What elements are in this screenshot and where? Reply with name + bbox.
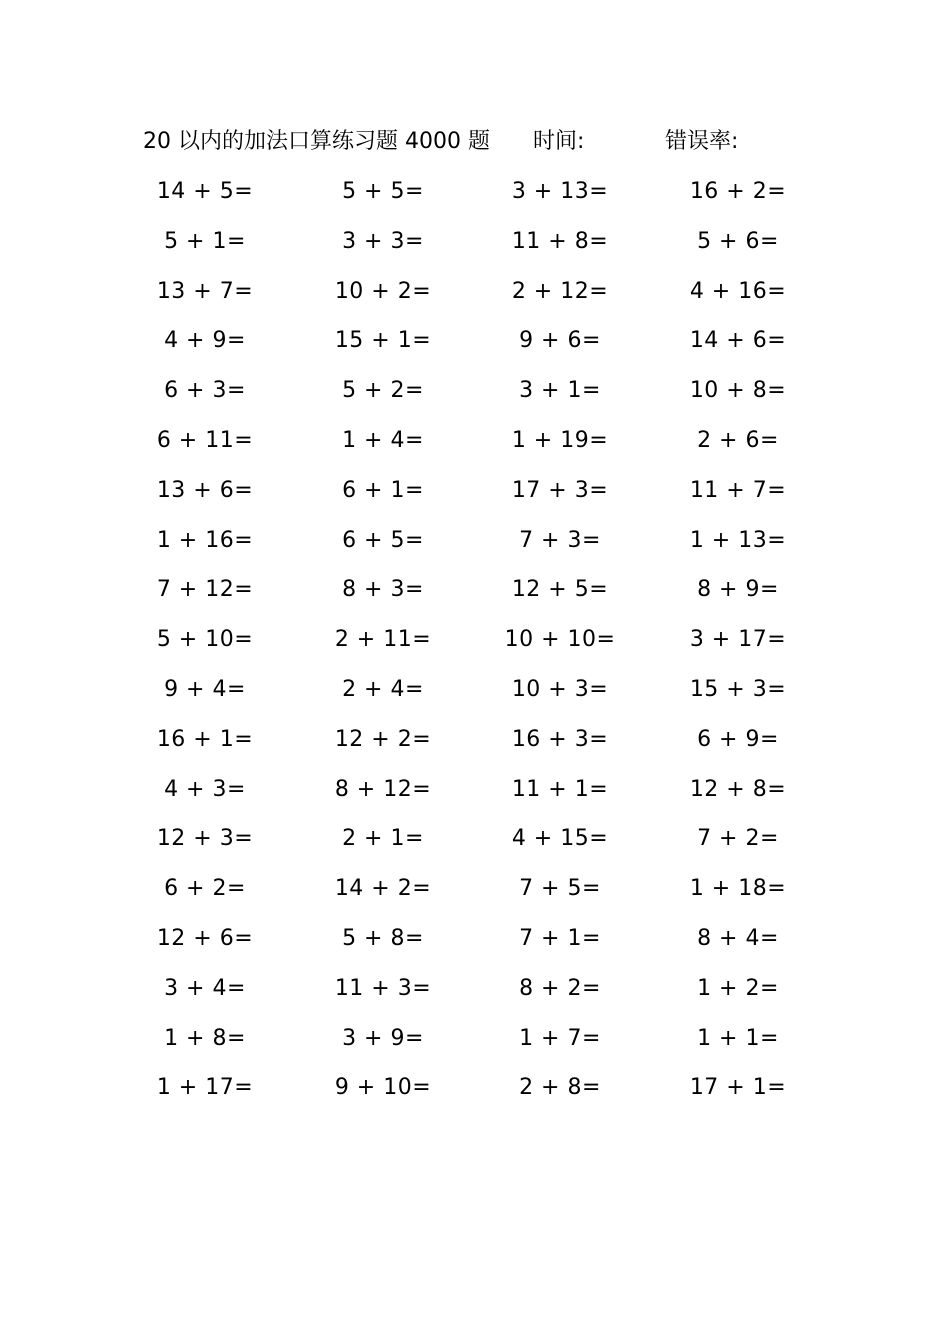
addition-problem: 17 + 1= <box>689 1075 787 1101</box>
addition-problem: 11 + 3= <box>334 975 432 1001</box>
problem-row <box>120 222 820 272</box>
problem-row <box>120 272 820 322</box>
addition-problem: 12 + 6= <box>156 925 254 951</box>
page-title: 20 以内的加法口算练习题 4000 题 <box>143 129 490 154</box>
addition-problem: 10 + 3= <box>511 676 609 702</box>
addition-problem: 12 + 2= <box>334 726 432 752</box>
addition-problem: 1 + 7= <box>519 1025 601 1051</box>
addition-problem: 3 + 3= <box>342 228 424 254</box>
problem-row <box>120 421 820 471</box>
addition-problem: 5 + 10= <box>156 627 254 653</box>
addition-problem: 6 + 1= <box>342 477 424 503</box>
addition-problem: 11 + 8= <box>511 228 609 254</box>
addition-problem: 4 + 16= <box>689 278 787 304</box>
addition-problem: 3 + 4= <box>164 975 246 1001</box>
addition-problem: 12 + 8= <box>689 776 787 802</box>
problem-row <box>120 869 820 919</box>
problem-row <box>120 321 820 371</box>
addition-problem: 1 + 13= <box>689 527 787 553</box>
addition-problem: 7 + 3= <box>519 527 601 553</box>
addition-problem: 9 + 6= <box>519 328 601 354</box>
addition-problem: 12 + 5= <box>511 577 609 603</box>
problem-row <box>120 620 820 670</box>
addition-problem: 1 + 1= <box>697 1025 779 1051</box>
addition-problem: 5 + 8= <box>342 925 424 951</box>
addition-problem: 7 + 12= <box>156 577 254 603</box>
problem-row <box>120 670 820 720</box>
addition-problem: 3 + 17= <box>689 627 787 653</box>
addition-problem: 2 + 11= <box>334 627 432 653</box>
problem-row <box>120 1019 820 1069</box>
addition-problem: 5 + 1= <box>164 228 246 254</box>
addition-problem: 6 + 2= <box>164 876 246 902</box>
addition-problem: 11 + 1= <box>511 776 609 802</box>
problem-row <box>120 819 820 869</box>
problem-row <box>120 371 820 421</box>
addition-problem: 4 + 9= <box>164 328 246 354</box>
addition-problem: 7 + 5= <box>519 876 601 902</box>
problem-row <box>120 969 820 1019</box>
addition-problem: 14 + 5= <box>156 179 254 204</box>
addition-problem: 8 + 12= <box>334 776 432 802</box>
addition-problem: 5 + 6= <box>697 228 779 254</box>
problem-grid <box>120 172 820 1118</box>
addition-problem: 7 + 1= <box>519 925 601 951</box>
addition-problem: 14 + 2= <box>334 876 432 902</box>
addition-problem: 4 + 3= <box>164 776 246 802</box>
addition-problem: 3 + 9= <box>342 1025 424 1051</box>
addition-problem: 16 + 3= <box>511 726 609 752</box>
addition-problem: 10 + 8= <box>689 378 787 404</box>
addition-problem: 8 + 9= <box>697 577 779 603</box>
addition-problem: 1 + 16= <box>156 527 254 553</box>
time-label: 时间: <box>533 129 585 154</box>
addition-problem: 10 + 10= <box>504 627 616 653</box>
addition-problem: 1 + 18= <box>689 876 787 902</box>
addition-problem: 8 + 2= <box>519 975 601 1001</box>
problem-row <box>120 919 820 969</box>
addition-problem: 3 + 13= <box>511 179 609 204</box>
addition-problem: 16 + 1= <box>156 726 254 752</box>
problem-row <box>120 471 820 521</box>
addition-problem: 6 + 11= <box>156 427 254 453</box>
addition-problem: 1 + 4= <box>342 427 424 453</box>
addition-problem: 2 + 4= <box>342 676 424 702</box>
addition-problem: 2 + 12= <box>511 278 609 304</box>
addition-problem: 11 + 7= <box>689 477 787 503</box>
addition-problem: 1 + 8= <box>164 1025 246 1051</box>
addition-problem: 5 + 2= <box>342 378 424 404</box>
addition-problem: 14 + 6= <box>689 328 787 354</box>
problem-row <box>120 172 820 222</box>
problem-row <box>120 570 820 620</box>
addition-problem: 6 + 3= <box>164 378 246 404</box>
addition-problem: 15 + 3= <box>689 676 787 702</box>
addition-problem: 6 + 9= <box>697 726 779 752</box>
addition-problem: 10 + 2= <box>334 278 432 304</box>
addition-problem: 17 + 3= <box>511 477 609 503</box>
addition-problem: 4 + 15= <box>511 826 609 852</box>
addition-problem: 13 + 7= <box>156 278 254 304</box>
addition-problem: 15 + 1= <box>334 328 432 354</box>
addition-problem: 2 + 1= <box>342 826 424 852</box>
addition-problem: 3 + 1= <box>519 378 601 404</box>
addition-problem: 9 + 10= <box>334 1075 432 1101</box>
addition-problem: 13 + 6= <box>156 477 254 503</box>
problem-row <box>120 720 820 770</box>
problem-row <box>120 521 820 571</box>
addition-problem: 8 + 3= <box>342 577 424 603</box>
addition-problem: 1 + 17= <box>156 1075 254 1101</box>
addition-problem: 2 + 8= <box>519 1075 601 1101</box>
addition-problem: 2 + 6= <box>697 427 779 453</box>
addition-problem: 8 + 4= <box>697 925 779 951</box>
addition-problem: 16 + 2= <box>689 179 787 204</box>
addition-problem: 12 + 3= <box>156 826 254 852</box>
addition-problem: 1 + 19= <box>511 427 609 453</box>
addition-problem: 5 + 5= <box>342 179 424 204</box>
addition-problem: 7 + 2= <box>697 826 779 852</box>
error-rate-label: 错误率: <box>665 129 739 154</box>
addition-problem: 6 + 5= <box>342 527 424 553</box>
addition-problem: 1 + 2= <box>697 975 779 1001</box>
problem-row <box>120 1068 820 1118</box>
addition-problem: 9 + 4= <box>164 676 246 702</box>
problem-row <box>120 770 820 820</box>
